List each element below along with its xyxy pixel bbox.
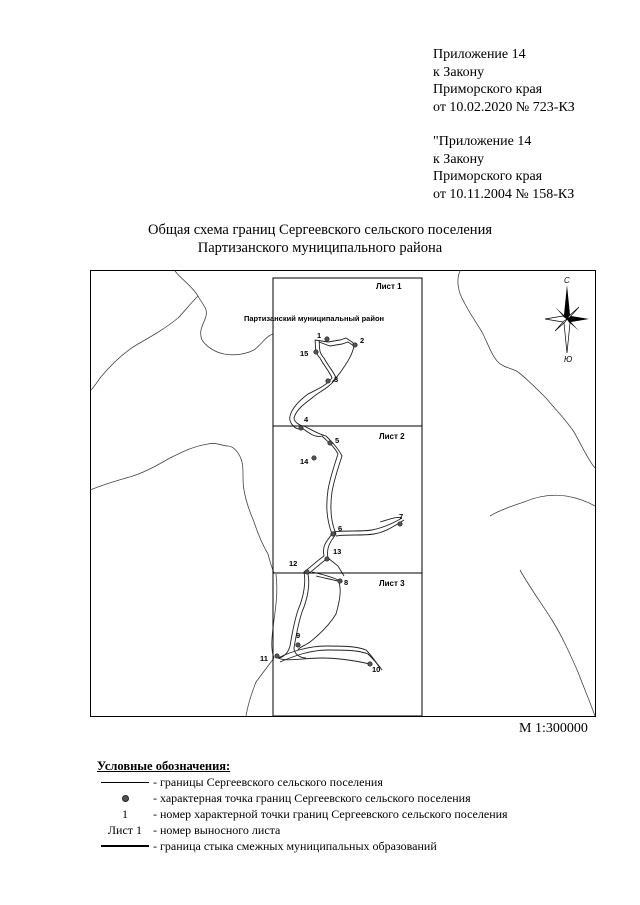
boundary-point [328,441,332,445]
point-dot-symbol [97,795,153,802]
header-line: Приложение 14 [433,47,526,62]
legend-text: - граница стыка смежных муниципальных образований [153,839,437,853]
sheet-label-2: Лист 2 [379,432,405,441]
appendix-header [433,46,575,220]
legend-text: - номер характерной точки границ Сергеевского сельского поселения [153,807,508,821]
boundary-line-symbol [97,782,153,783]
legend-title: Условные обозначения: [97,759,231,773]
header-line: "Приложение 14 [433,134,532,149]
boundary-point [353,343,357,347]
junction-line-symbol [97,845,153,847]
compass-north-label: С [564,276,570,285]
point-number: 15 [300,349,309,358]
boundary-point [314,350,318,354]
sheet-label-1: Лист 1 [376,282,402,291]
header-line: Приморского края [433,169,543,184]
sheet-number-symbol: Лист 1 [107,823,143,837]
map-frame [91,271,596,717]
point-number: 12 [289,559,298,568]
point-number: 9 [296,631,301,640]
boundary-map [90,270,596,717]
header-line: от 10.02.2020 № 723-КЗ [433,99,575,115]
point-number: 5 [335,436,340,445]
legend-text: - номер выносного листа [153,823,281,837]
boundary-point [331,532,335,536]
map-title [0,221,640,257]
point-number: 10 [372,665,381,674]
appendix-block-new [433,46,575,116]
legend-item [97,774,508,790]
point-number: 1 [317,331,322,340]
legend-item [97,806,508,822]
boundary-point [296,643,300,647]
point-number-symbol: 1 [122,807,128,821]
district-label: Партизанский муниципальный район [244,314,385,323]
boundary-point [325,337,329,341]
point-number: 2 [360,336,365,345]
header-line: к Закону [433,64,485,80]
header-line: Приморского края [433,82,543,97]
legend-text: - характерная точка границ Сергеевского сельского поселения [153,791,471,805]
header-line: от 10.11.2004 № 158-КЗ [433,186,575,202]
point-number: 13 [333,547,342,556]
header-line: к Закону [433,151,485,167]
point-number: 8 [344,578,349,587]
legend-text: - границы Сергеевского сельского поселения [153,775,383,789]
point-number: 14 [300,457,309,466]
compass-south-label: Ю [564,355,573,364]
legend [97,758,508,854]
point-number: 3 [334,375,339,384]
point-number: 11 [260,654,268,663]
boundary-point [312,456,316,460]
point-number: 7 [399,512,404,521]
point-number: 4 [304,415,309,424]
point-number: 6 [338,524,343,533]
title-line-1: Общая схема границ Сергеевского сельского поселения [148,222,492,238]
boundary-point [275,654,279,658]
legend-item [97,790,508,806]
boundary-point [326,379,330,383]
boundary-point [305,570,309,574]
legend-item [97,822,508,838]
appendix-block-old [433,133,575,203]
map-scale: М 1:300000 [519,721,588,736]
boundary-point [338,579,342,583]
legend-item [97,838,508,854]
boundary-point [325,557,329,561]
boundary-point [398,522,402,526]
boundary-point [299,426,303,430]
title-line-2: Партизанского муниципального района [197,240,443,256]
sheet-label-3: Лист 3 [379,579,405,588]
